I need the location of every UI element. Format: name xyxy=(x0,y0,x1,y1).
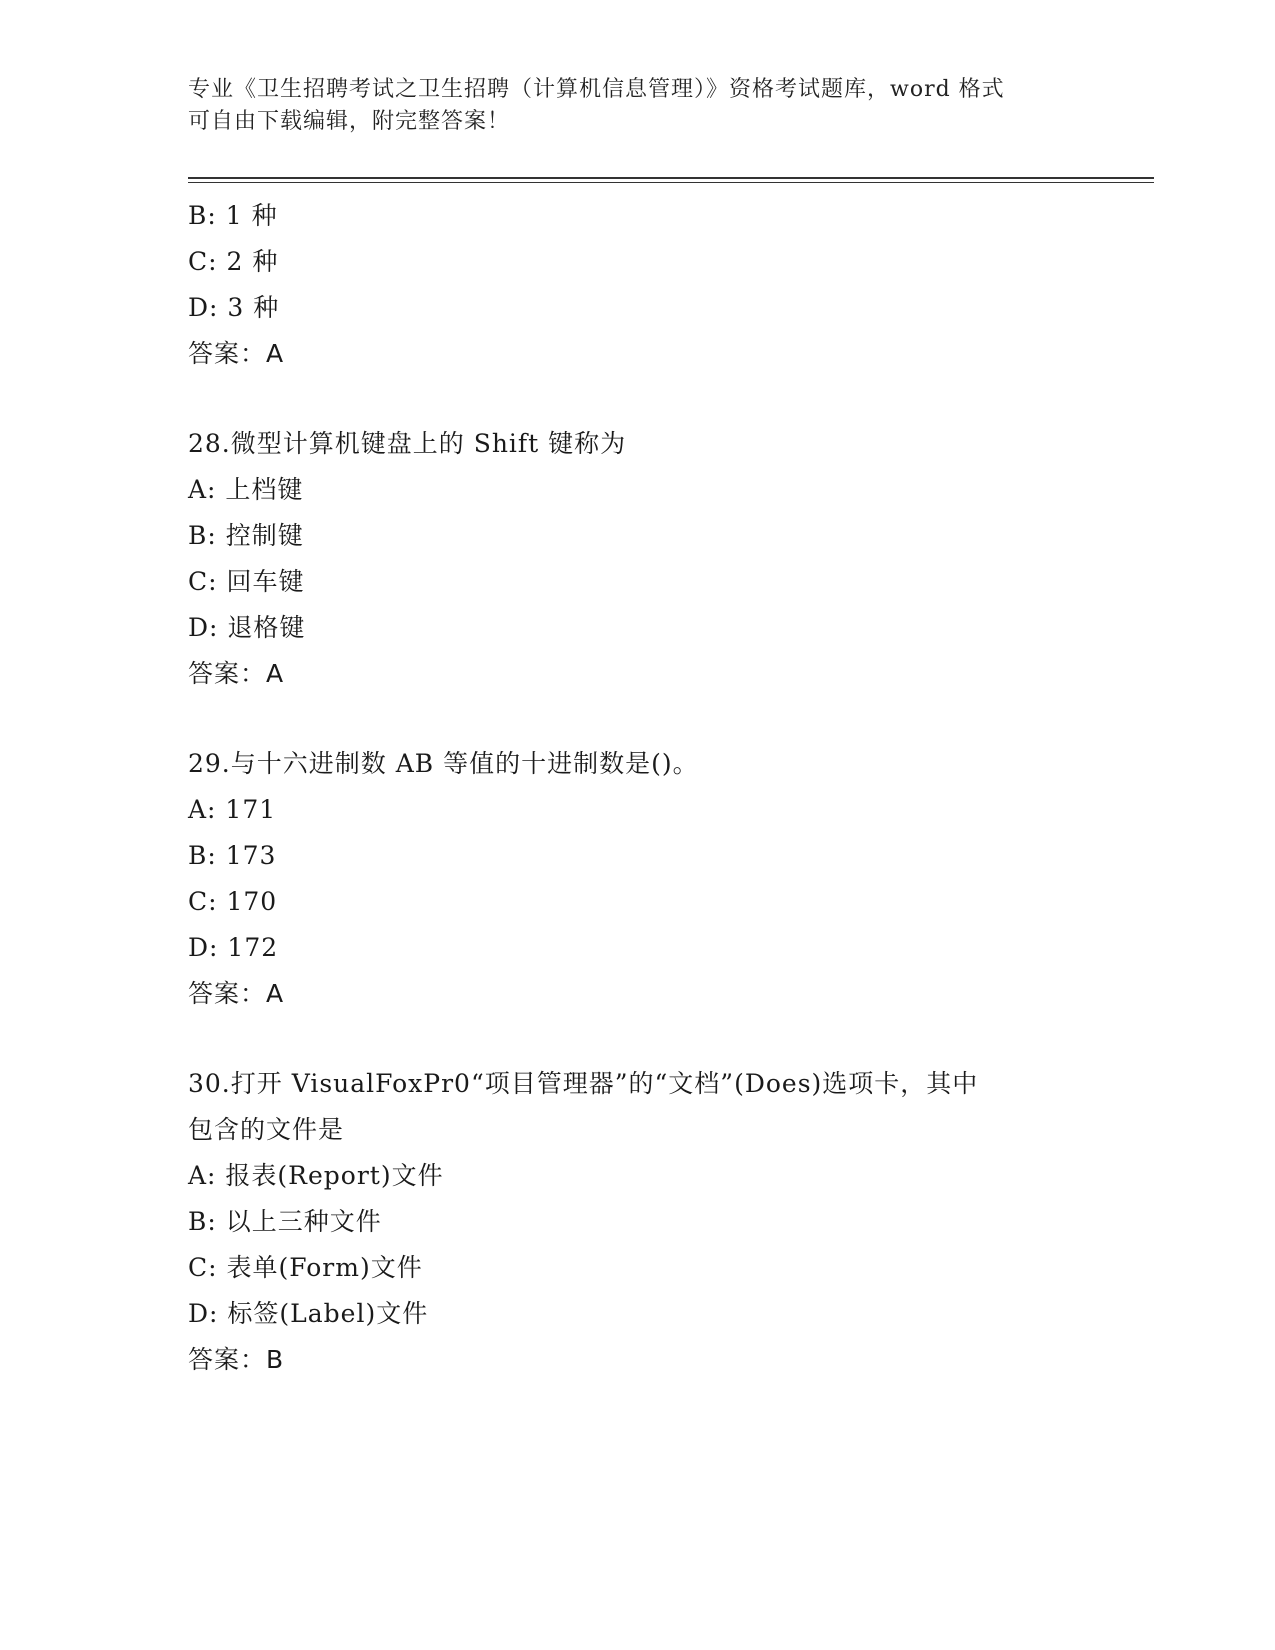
option-c: C: 表单(Form)文件 xyxy=(188,1253,423,1282)
answer: 答案：A xyxy=(188,979,285,1008)
header-line-1: 专业《卫生招聘考试之卫生招聘（计算机信息管理）》资格考试题库，word 格式 xyxy=(188,77,1005,102)
answer: 答案：A xyxy=(188,659,285,688)
option-a: A: 上档键 xyxy=(188,475,304,504)
question-28 xyxy=(188,421,1088,697)
option-a: A: 171 xyxy=(188,795,277,824)
question-30 xyxy=(188,1061,1088,1383)
header-line-2: 可自由下载编辑，附完整答案！ xyxy=(188,109,511,134)
spacer xyxy=(188,697,1088,741)
option-b: B: 173 xyxy=(188,841,277,870)
option-d: D: 标签(Label)文件 xyxy=(188,1299,429,1328)
spacer xyxy=(188,377,1088,421)
answer: 答案：A xyxy=(188,339,285,368)
option-c: C: 170 xyxy=(188,887,278,916)
header-divider-thick xyxy=(188,177,1154,179)
question-27 xyxy=(188,193,1088,377)
option-c: C: 2 种 xyxy=(188,247,279,276)
option-c: C: 回车键 xyxy=(188,567,305,596)
document-header xyxy=(188,74,1088,138)
option-b: B: 以上三种文件 xyxy=(188,1207,382,1236)
option-b: B: 控制键 xyxy=(188,521,304,550)
question-text: 28.微型计算机键盘上的 Shift 键称为 xyxy=(188,429,627,458)
option-d: D: 172 xyxy=(188,933,279,962)
option-d: D: 3 种 xyxy=(188,293,280,322)
question-text-line-2: 包含的文件是 xyxy=(188,1115,345,1144)
header-divider-thin xyxy=(188,182,1154,183)
spacer xyxy=(188,1017,1088,1061)
option-a: A: 报表(Report)文件 xyxy=(188,1161,444,1190)
question-29 xyxy=(188,741,1088,1017)
question-text: 29.与十六进制数 AB 等值的十进制数是()。 xyxy=(188,749,699,778)
question-list xyxy=(188,193,1088,1383)
question-text-line-1: 30.打开 VisualFoxPr0“项目管理器”的“文档”(Does)选项卡，其中 xyxy=(188,1069,979,1098)
answer: 答案：B xyxy=(188,1345,285,1374)
option-d: D: 退格键 xyxy=(188,613,306,642)
option-b: B: 1 种 xyxy=(188,201,278,230)
